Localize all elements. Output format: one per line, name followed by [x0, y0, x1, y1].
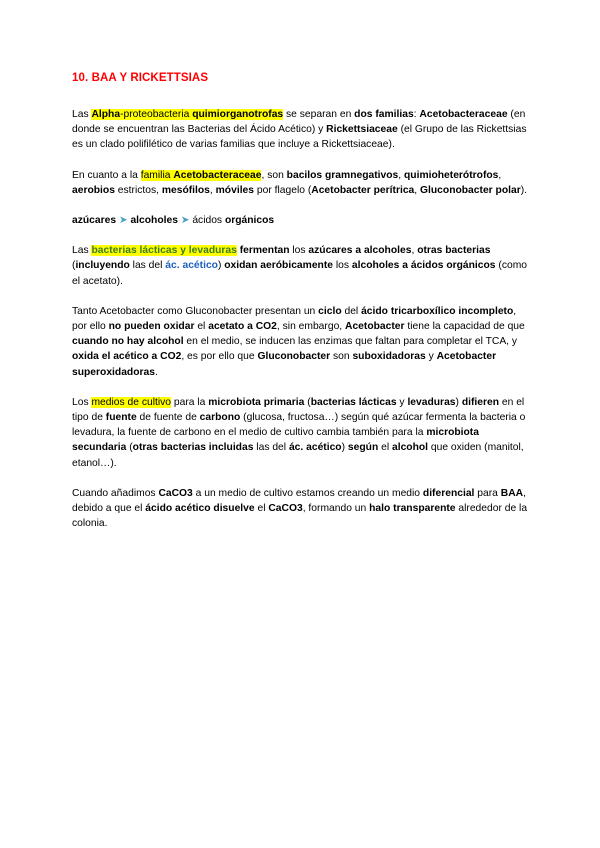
- paragraph-caco3: Cuando añadimos CaCO3 a un medio de cultivo estamos creando un medio diferencial para BAA, debido a que el ácido acético disuelve el CaCO3, formando un halo transparente alrededor de la colonia.: [72, 487, 528, 530]
- paragraph-tca: Tanto Acetobacter como Gluconobacter presentan un ciclo del ácido tricarboxílico incompleto, por ello no pueden oxidar el acetato a CO2, sin embargo, Acetobacter tiene la capacidad de que cuando no hay alcohol en el medio, se inducen las enzimas que faltan para completar el TCA, y oxida el acético a CO2, es por ello que Gluconobacter son suboxidadoras y Acetobacter superoxidadoras.: [72, 305, 525, 378]
- paragraph-families: Las Alpha-proteobacteria quimiorganotrofas se separan en dos familias: Acetobacteraceae (en donde se encuentran las Bacterias del Ácido Acético) y Rickettsiaceae (el Grupo de las Rickettsias es un clado polifilético de varias familias que incluye a Rickettsiaceae).: [72, 109, 527, 151]
- paragraph-culture-media: Los medios de cultivo para la microbiota primaria (bacterias lácticas y levaduras) difieren en el tipo de fuente de fuente de carbono (glucosa, fructosa…) según qué azúcar fermenta la bacteria o levadura, la fuente de carbono en el medio de cultivo cambia también para la microbiota secundaria (otras bacterias incluidas las del ác. acético) según el alcohol que oxiden (manitol, etanol…).: [72, 396, 526, 469]
- section-title: 10. BAA Y RICKETTSIAS: [72, 72, 209, 84]
- paragraph-fermentation: Las bacterias lácticas y levaduras fermentan los azúcares a alcoholes, otras bacterias (incluyendo las del ác. acético) oxidan aeróbicamente los alcoholes a ácidos orgánicos (como el acetato).: [72, 245, 528, 287]
- arrow-right-icon: ➤: [116, 215, 131, 227]
- paragraph-sequence: azúcares ➤ alcoholes ➤ ácidos orgánicos: [72, 215, 275, 227]
- arrow-right-icon: ➤: [177, 215, 193, 227]
- paragraph-acetobacteraceae: En cuanto a la familia Acetobacteraceae, son bacilos gramnegativos, quimioheterótrofos, aerobios estrictos, mesófilos, móviles por flagelo (Acetobacter perítrica, Gluconobacter polar).: [72, 169, 528, 196]
